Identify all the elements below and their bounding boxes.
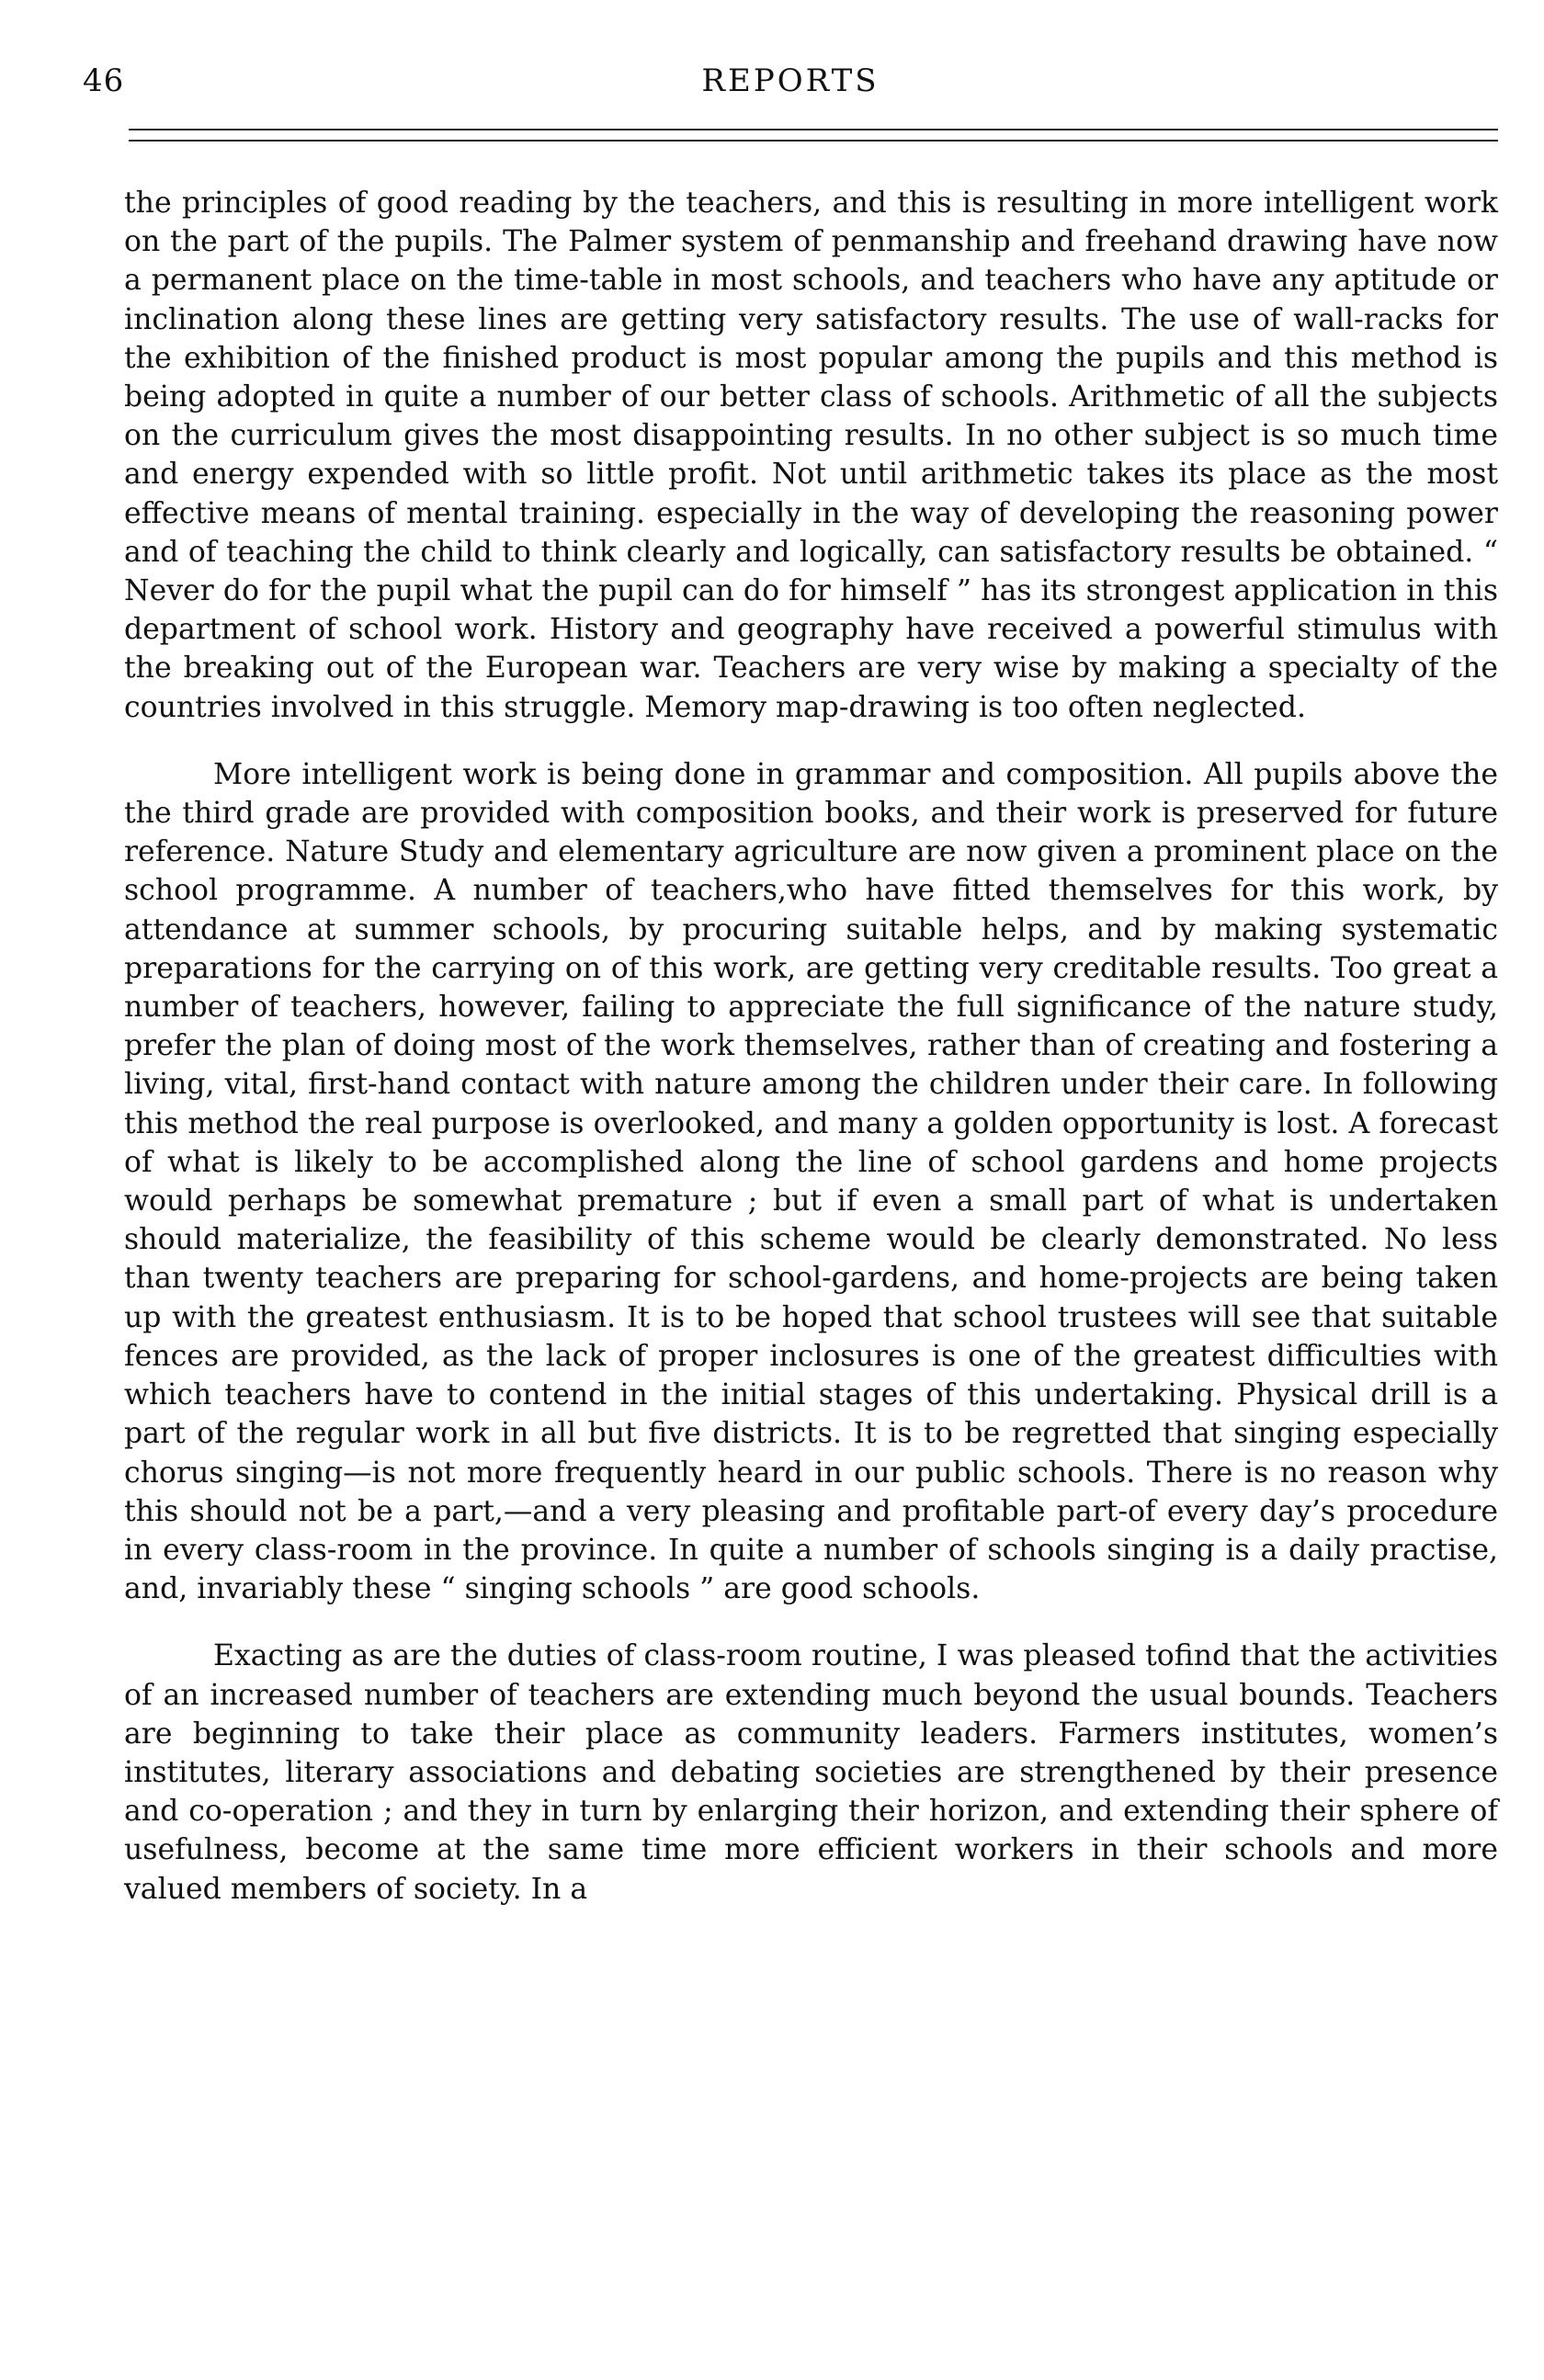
running-head [83, 55, 1498, 110]
paragraph-continued: the principles of good reading by the teachers, and this is resulting in more intelligent work on the part of the pupils. The Palmer system of penmanship and freehand drawing have now a permanent place on the time-table in most schools, and teachers who have any aptitude or inclination along these lines are getting very satisfactory results. The use of wall-racks for the exhibition of the finished product is most popular among the pupils and this method is being adopted in quite a number of our better class of schools. Arithmetic of all the subjects on the curriculum gives the most disappointing results. In no other subject is so much time and energy expended with so little profit. Not until arithmetic takes its place as the most effective means of mental training. especially in the way of developing the reasoning power and of teaching the child to think clearly and logically, can satisfactory results be obtained. “ Never do for the pupil what the pupil can do for himself ” has its strongest application in this department of school work. History and geography have received a powerful stimulus with the breaking out of the European war. Teachers are very wise by making a specialty of the countries involved in this struggle. Memory map-drawing is too often neglected. [124, 187, 1498, 724]
running-head-title: REPORTS [701, 62, 880, 99]
paragraph: Exacting as are the duties of class-room routine, I was pleased tofind that the activities of an increased number of teachers are extending much beyond the usual bounds. Teachers are beginning to take their place as community leaders. Farmers institutes, women’s institutes, literary associations and debating societies are strengthened by their presence and co-operation ; and they in turn by enlarging their horizon, and extending their sphere of usefulness, become at the same time more efficient workers in their schools and more valued members of society. In a [124, 1639, 1498, 1906]
paragraph: More intelligent work is being done in grammar and composition. All pupils above the the third grade are provided with composition books, and their work is preserved for future reference. Nature Study and elementary agriculture are now given a prominent place on the school programme. A number of teachers,who have fitted themselves for this work, by attendance at summer schools, by procuring suitable helps, and by making systematic preparations for the carrying on of this work, are getting very creditable results. Too great a number of teachers, however, failing to appreciate the full significance of the nature study, prefer the plan of doing most of the work themselves, rather than of creating and fostering a living, vital, first-hand contact with nature among the children under their care. In following this method the real purpose is overlooked, and many a golden opportunity is lost. A forecast of what is likely to be accomplished along the line of school gardens and home projects would perhaps be somewhat premature ; but if even a small part of what is undertaken should materialize, the feasibility of this scheme would be clearly demonstrated. No less than twenty teachers are preparing for school-gardens, and home-projects are being taken up with the greatest enthusiasm. It is to be hoped that school trustees will see that suitable fences are provided, as the lack of proper inclosures is one of the greatest difficulties with which teachers have to contend in the initial stages of this undertaking. Physical drill is a part of the regular work in all but five districts. It is to be regretted that singing especially chorus singing—is not more frequently heard in our public schools. There is no reason why this should not be a part,—and a very pleasing and profitable part-of every day’s procedure in every class-room in the province. In quite a number of schools singing is a daily practise, and, invariably these “ singing schools ” are good schools. [124, 757, 1498, 1606]
header-double-rule [129, 129, 1498, 142]
page-number: 46 [83, 62, 125, 99]
body-text [124, 184, 1498, 1909]
